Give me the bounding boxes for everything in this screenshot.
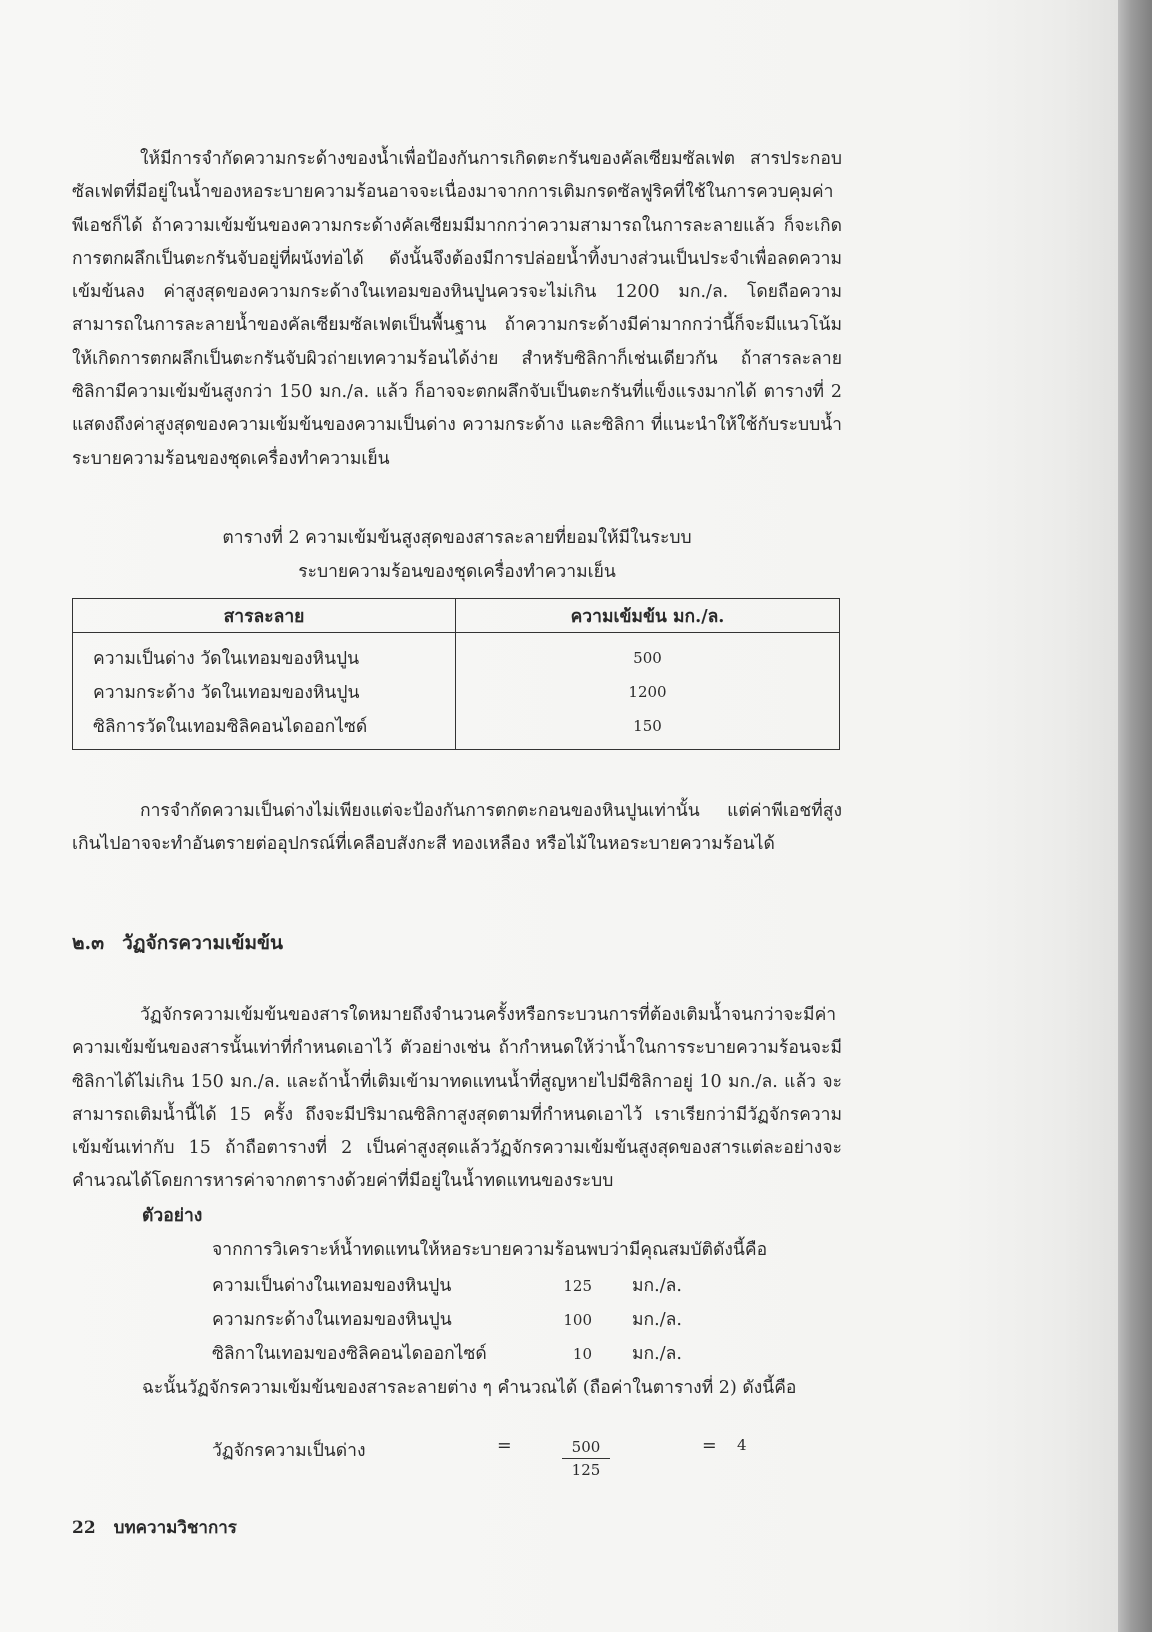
table-row [73,633,840,676]
example-row-name: ความกระด้างในเทอมของหินปูน [212,1310,452,1330]
section-title: วัฏจักรความเข้มข้น [122,932,283,954]
example-row-unit: มก./ล. [632,1310,682,1330]
fraction-denominator: 125 [571,1461,601,1479]
example-row-unit: มก./ล. [632,1276,682,1296]
table-row [73,709,840,750]
example-row [212,1270,772,1302]
calculation-intro: ฉะนั้นวัฏจักรความเข้มข้นของสารละลายต่าง ๆ คำนวณได้ (ถือค่าในตารางที่ 2) ดังนี้คือ [142,1378,797,1398]
paragraph-alkalinity [72,795,842,862]
example-row [212,1304,772,1336]
equals-sign: = [702,1436,717,1456]
example-label: ตัวอย่าง [142,1206,203,1226]
table-cell-value: 1200 [628,683,667,701]
table-header-row [73,599,840,633]
table-cell-name: ความกระด้าง วัดในเทอมของหินปูน [73,675,456,709]
page-footer [72,1516,237,1540]
paragraph-intro-text: ให้มีการจำกัดความกระด้างของน้ำเพื่อป้องกันการเกิดตะกรันของคัลเซียมซัลเฟต สารประกอบซัลเฟตที่มีอยู่ในน้ำของหอระบายความร้อนอาจจะเนื่องมาจากการเติมกรดซัลฟูริคที่ใช้ในการควบคุมค่าพีเอชก็ได้ ถ้าความเข้มข้นของความกระด้างคัลเซียมมีมากกว่าความสามารถในการละลายแล้ว ก็จะเกิดการตกผลึกเป็นตะกรันจับอยู่ที่ผนังท่อได้ ดังนั้นจึงต้องมีการปล่อยน้ำทิ้งบางส่วนเป็นประจำเพื่อลดความเข้มข้นลง ค่าสูงสุดของความกระด้างในเทอมของหินปูนควรจะไม่เกิน 1200 มก./ล. โดยถือความสามารถในการละลายน้ำของคัลเซียมซัลเฟตเป็นพื้นฐาน ถ้าความกระด้างมีค่ามากกว่านี้ก็จะมีแนวโน้มให้เกิดการตกผลึกเป็นตะกรันจับผิวถ่ายเทความร้อนได้ง่าย สำหรับซิลิกาก็เช่นเดียวกัน ถ้าสารละลายซิลิกามีความเข้มข้นสูงกว่า 150 มก./ล. แล้ว ก็อาจจะตกผลึกจับเป็นตะกรันที่แข็งแรงมากได้ ตารางที่ 2 แสดงถึงค่าสูงสุดของความเข้มข้นของความเป็นด่าง ความกระด้าง และซิลิกา ที่แนะนำให้ใช้กับระบบน้ำระบายความร้อนของชุดเครื่องทำความเย็น [72,149,842,469]
table-cell-value: 500 [633,649,662,667]
table-header-concentration: ความเข้มข้น มก./ล. [456,599,840,633]
page-number: 22 [72,1518,96,1538]
equation-label: วัฏจักรความเป็นด่าง [212,1441,366,1461]
fraction [562,1436,610,1481]
section-number: ๒.๓ [72,932,105,954]
table-caption-line2: ระบายความร้อนของชุดเครื่องทำความเย็น [298,562,616,582]
paragraph-cycles [72,999,842,1199]
table-row [73,675,840,709]
footer-title: บทความวิชาการ [113,1518,237,1538]
table-caption-line1: ตารางที่ 2 ความเข้มข้นสูงสุดของสารละลายที่ยอมให้มีในระบบ [222,528,692,548]
example-row-value: 100 [563,1311,592,1329]
paragraph-intro [72,143,842,476]
section-heading [72,928,283,958]
table-cell-name: ความเป็นด่าง วัดในเทอมของหินปูน [73,633,456,676]
example-intro: จากการวิเคราะห์น้ำทดแทนให้หอระบายความร้อนพบว่ามีคุณสมบัติดังนี้คือ [212,1240,768,1260]
table-cell-value: 150 [633,717,662,735]
equals-sign: = [497,1436,512,1456]
example-row-name: ความเป็นด่างในเทอมของหินปูน [212,1276,452,1296]
alkalinity-cycle-equation [212,1432,772,1492]
table-header-substance: สารละลาย [73,599,456,633]
fraction-numerator: 500 [562,1436,610,1459]
example-row-unit: มก./ล. [632,1344,682,1364]
book-spine-shadow [1118,0,1152,1632]
max-concentration-table [72,598,840,750]
example-row-value: 125 [563,1277,592,1295]
equation-result: 4 [737,1436,747,1454]
example-row-name: ซิลิกาในเทอมของซิลิคอนไดออกไซด์ [212,1344,487,1364]
example-row-value: 10 [572,1345,592,1363]
paragraph-alkalinity-text: การจำกัดความเป็นด่างไม่เพียงแต่จะป้องกันการตกตะกอนของหินปูนเท่านั้น แต่ค่าพีเอชที่สูงเกินไปอาจจะทำอันตรายต่ออุปกรณ์ที่เคลือบสังกะสี ทองเหลือง หรือไม้ในหอระบายความร้อนได้ [72,801,842,855]
example-row [212,1338,772,1370]
table-cell-name: ซิลิการวัดในเทอมซิลิคอนไดออกไซด์ [73,709,456,750]
paragraph-cycles-text: วัฏจักรความเข้มข้นของสารใดหมายถึงจำนวนครั้งหรือกระบวนการที่ต้องเติมน้ำจนกว่าจะมีค่าความเข้มข้นของสารนั้นเท่าที่กำหนดเอาไว้ ตัวอย่างเช่น ถ้ากำหนดให้ว่าน้ำในการระบายความร้อนจะมีซิลิกาได้ไม่เกิน 150 มก./ล. และถ้าน้ำที่เติมเข้ามาทดแทนน้ำที่สูญหายไปมีซิลิกาอยู่ 10 มก./ล. แล้ว จะสามารถเติมน้ำนี้ได้ 15 ครั้ง ถึงจะมีปริมาณซิลิกาสูงสุดตามที่กำหนดเอาไว้ เราเรียกว่ามีวัฏจักรความเข้มข้นเท่ากับ 15 ถ้าถือตารางที่ 2 เป็นค่าสูงสุดแล้ววัฏจักรความเข้มข้นสูงสุดของสารแต่ละอย่างจะคำนวณได้โดยการหารค่าจากตารางด้วยค่าที่มีอยู่ในน้ำทดแทนของระบบ [72,1005,842,1192]
